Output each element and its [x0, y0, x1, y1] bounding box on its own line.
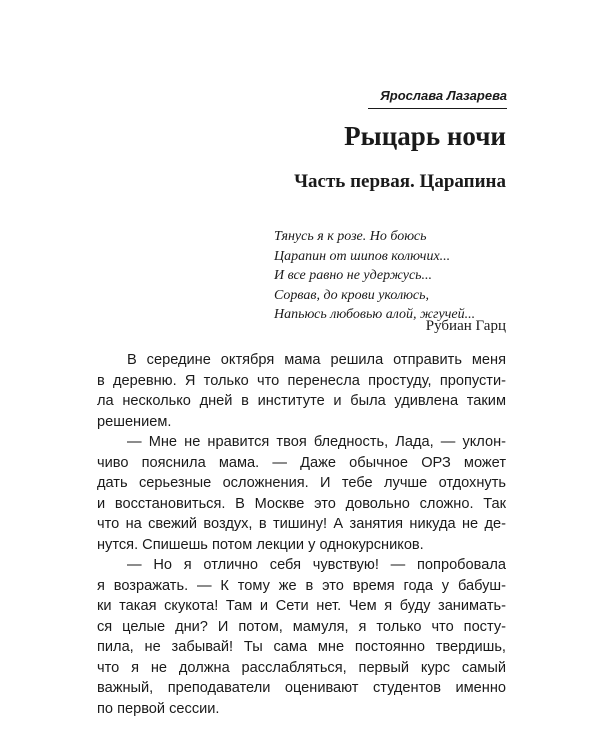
epigraph-author: Рубиан Гарц — [425, 318, 506, 334]
text-line: пила, не забывай! Ты сама мне постоянно твердишь, — [97, 639, 506, 655]
text-line: дать серьезные осложнения. И тебе лучше отдохнуть — [97, 475, 506, 491]
chapter-title: Часть первая. Царапина — [294, 171, 506, 192]
text-line: чиво пояснила мама. — Даже обычное ОРЗ может — [97, 454, 506, 471]
text-line: В середине октября мама решила отправить меня — [127, 352, 506, 368]
header-rule — [368, 108, 507, 109]
text-line: и восстановиться. В Москве это довольно сложно. Так — [97, 495, 506, 512]
epigraph-line: И все равно не удержусь... — [274, 268, 433, 283]
text-line: ся целые дни? И потом, мамуля, я только что посту- — [97, 618, 506, 635]
epigraph-line: Сорвав, до крови уколюсь, — [274, 287, 429, 303]
text-line: — Но я отлично себя чувствую! — попробовала — [127, 557, 506, 573]
book-title: Рыцарь ночи — [344, 121, 506, 151]
text-line: важный, преподаватели оценивают студентов именно — [97, 680, 506, 696]
epigraph — [274, 227, 514, 325]
text-line: что я не должна расслабляться, первый курс самый — [97, 659, 506, 676]
text-line: решением. — [97, 413, 172, 430]
running-header-author: Ярослава Лазарева — [380, 88, 507, 103]
epigraph-line: Тянусь я к розе. Но боюсь — [274, 229, 427, 244]
text-line: в деревню. Я только что перенесла простуду, пропусти- — [97, 372, 506, 389]
epigraph-line: Царапин от шипов колючих... — [274, 248, 451, 264]
text-line: нутся. Спишешь потом лекции у однокурсников. — [97, 536, 424, 553]
text-line: — Мне не нравится твоя бледность, Лада, — уклон- — [127, 434, 506, 450]
text-line: по первой сессии. — [97, 700, 220, 717]
text-line: ки такая скукота! Там и Сети нет. Чем я буду занимать- — [97, 598, 506, 614]
body-text — [97, 350, 506, 719]
text-line: я возражать. — К тому же в это время года у бабуш- — [97, 577, 506, 594]
text-line: ла несколько дней в институте и была удивлена таким — [97, 393, 506, 409]
epigraph-line: Напьюсь любовью алой, жгучей... — [274, 307, 476, 322]
text-line: что на свежий воздух, в тишину! А занятия никуда не де- — [97, 516, 506, 532]
